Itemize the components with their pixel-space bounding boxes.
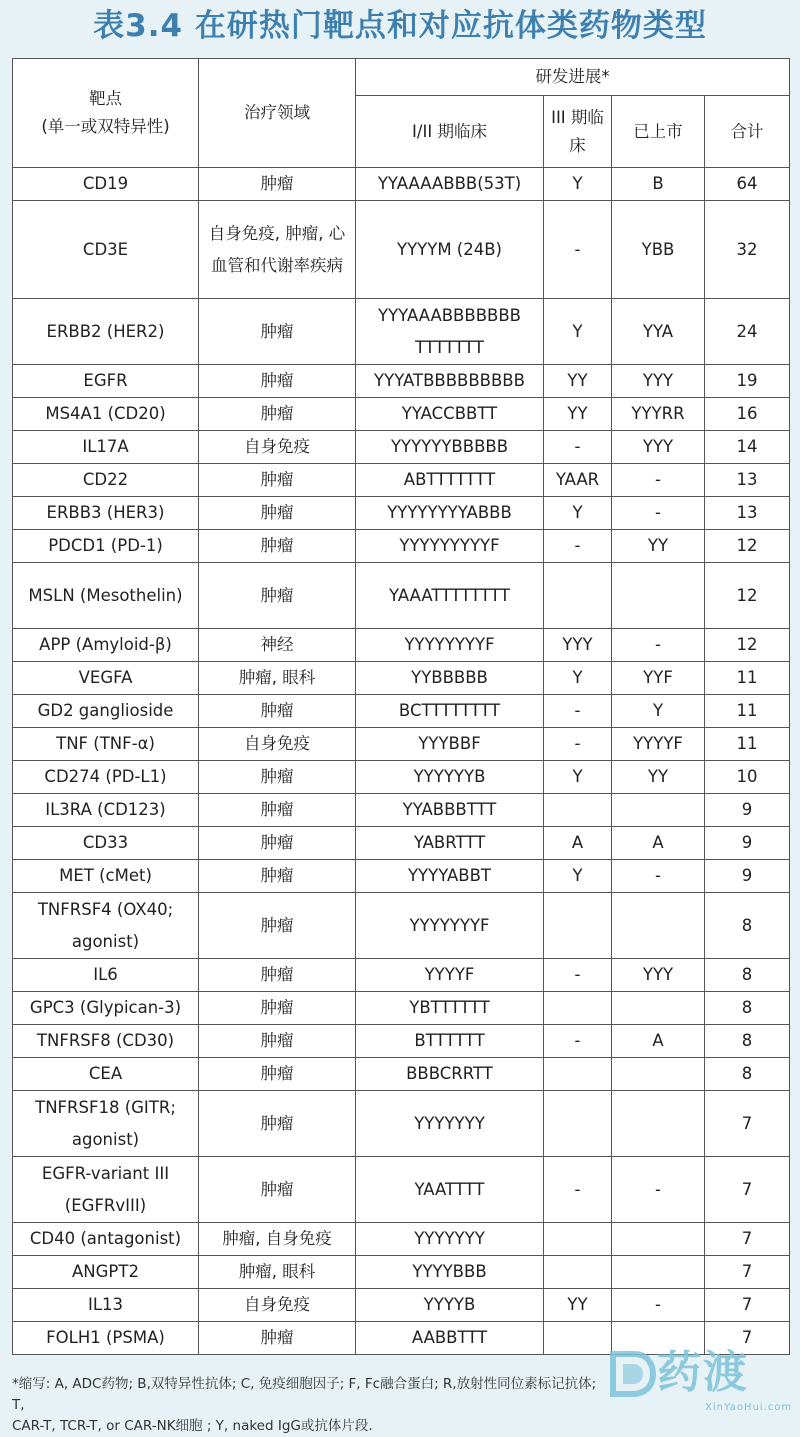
cell-target: EGFR-variant III (EGFRvIII)	[13, 1157, 199, 1223]
cell-phase3	[544, 563, 612, 629]
table-row	[13, 1223, 790, 1256]
cell-area: 肿瘤	[199, 827, 356, 860]
cell-area: 自身免疫	[199, 1289, 356, 1322]
cell-marketed: -	[612, 860, 705, 893]
cell-phase12: YYYYABBT	[356, 860, 544, 893]
cell-phase3	[544, 893, 612, 959]
cell-total: 8	[705, 1025, 790, 1058]
cell-target: TNFRSF18 (GITR; agonist)	[13, 1091, 199, 1157]
cell-target: FOLH1 (PSMA)	[13, 1322, 199, 1355]
cell-phase12: YYYBBF	[356, 728, 544, 761]
cell-total: 7	[705, 1091, 790, 1157]
cell-area: 肿瘤	[199, 1157, 356, 1223]
cell-target: CEA	[13, 1058, 199, 1091]
cell-area: 肿瘤	[199, 860, 356, 893]
cell-phase3: -	[544, 1157, 612, 1223]
cell-phase12: YYYYM (24B)	[356, 201, 544, 299]
cell-marketed	[612, 794, 705, 827]
cell-phase12: YYBBBBB	[356, 662, 544, 695]
cell-area: 肿瘤, 眼科	[199, 662, 356, 695]
targets-table	[12, 58, 790, 1355]
cell-target: CD33	[13, 827, 199, 860]
table-row	[13, 1256, 790, 1289]
table-row	[13, 761, 790, 794]
cell-area: 肿瘤	[199, 959, 356, 992]
cell-target: MET (cMet)	[13, 860, 199, 893]
cell-phase3: Y	[544, 497, 612, 530]
cell-target: TNFRSF8 (CD30)	[13, 1025, 199, 1058]
cell-target: GD2 ganglioside	[13, 695, 199, 728]
cell-phase3: -	[544, 530, 612, 563]
cell-phase12: YYYAAABBBBBBB TTTTTTT	[356, 299, 544, 365]
cell-marketed: -	[612, 464, 705, 497]
cell-total: 13	[705, 497, 790, 530]
cell-phase12: YYABBBTTT	[356, 794, 544, 827]
cell-phase3: -	[544, 695, 612, 728]
table-row	[13, 959, 790, 992]
cell-phase12: YYYYYYBBBBB	[356, 431, 544, 464]
cell-phase12: YYYYYYY	[356, 1091, 544, 1157]
header-target-line2: (单一或双特异性)	[41, 117, 170, 136]
cell-target: CD274 (PD-L1)	[13, 761, 199, 794]
cell-phase12: YYYATBBBBBBBBB	[356, 365, 544, 398]
cell-marketed	[612, 1058, 705, 1091]
cell-phase12: BCTTTTTTTT	[356, 695, 544, 728]
footnote-line2: CAR-T, TCR-T, or CAR-NK细胞 ; Y, naked IgG或抗体片段.	[12, 1418, 373, 1434]
cell-phase3	[544, 1223, 612, 1256]
logo-subtext: XinYaoHui.com	[705, 1402, 793, 1413]
cell-area: 肿瘤, 自身免疫	[199, 1223, 356, 1256]
cell-phase3	[544, 1058, 612, 1091]
table-row	[13, 893, 790, 959]
cell-target: TNFRSF4 (OX40; agonist)	[13, 893, 199, 959]
cell-phase3: YY	[544, 365, 612, 398]
cell-phase12: YYYYF	[356, 959, 544, 992]
cell-phase3	[544, 794, 612, 827]
cell-phase12: YYYYYYB	[356, 761, 544, 794]
table-row	[13, 398, 790, 431]
cell-total: 7	[705, 1223, 790, 1256]
table-body	[13, 168, 790, 1355]
table-row	[13, 695, 790, 728]
cell-area: 肿瘤	[199, 398, 356, 431]
table-row	[13, 563, 790, 629]
cell-area: 肿瘤	[199, 563, 356, 629]
cell-total: 10	[705, 761, 790, 794]
cell-total: 9	[705, 827, 790, 860]
cell-phase3: YAAR	[544, 464, 612, 497]
table-row	[13, 299, 790, 365]
table-row	[13, 629, 790, 662]
cell-total: 11	[705, 662, 790, 695]
logo-text: 药渡	[657, 1347, 749, 1398]
cell-target: MSLN (Mesothelin)	[13, 563, 199, 629]
cell-phase3	[544, 1091, 612, 1157]
cell-phase12: YYYYB	[356, 1289, 544, 1322]
cell-area: 肿瘤	[199, 299, 356, 365]
cell-phase3: Y	[544, 860, 612, 893]
cell-marketed: YYY	[612, 431, 705, 464]
header-progress: 研发进展*	[356, 59, 790, 96]
cell-marketed: YYYRR	[612, 398, 705, 431]
table-row	[13, 992, 790, 1025]
cell-target: ANGPT2	[13, 1256, 199, 1289]
cell-total: 8	[705, 893, 790, 959]
cell-area: 肿瘤	[199, 1322, 356, 1355]
cell-phase12: YYYYYYY	[356, 1223, 544, 1256]
cell-marketed: -	[612, 1289, 705, 1322]
header-phase12: I/II 期临床	[356, 96, 544, 168]
cell-phase12: YYYYYYYYABBB	[356, 497, 544, 530]
cell-area: 自身免疫, 肿瘤, 心血管和代谢率疾病	[199, 201, 356, 299]
cell-area: 肿瘤	[199, 530, 356, 563]
cell-target: ERBB2 (HER2)	[13, 299, 199, 365]
cell-phase12: YYYYYYYYF	[356, 629, 544, 662]
table-row	[13, 201, 790, 299]
cell-marketed: YYF	[612, 662, 705, 695]
cell-area: 肿瘤, 眼科	[199, 1256, 356, 1289]
cell-marketed: -	[612, 1157, 705, 1223]
header-total: 合计	[705, 96, 790, 168]
cell-area: 肿瘤	[199, 794, 356, 827]
cell-marketed: YBB	[612, 201, 705, 299]
cell-total: 14	[705, 431, 790, 464]
cell-total: 24	[705, 299, 790, 365]
table-row	[13, 1091, 790, 1157]
cell-phase12: YBTTTTTT	[356, 992, 544, 1025]
cell-target: IL3RA (CD123)	[13, 794, 199, 827]
cell-target: EGFR	[13, 365, 199, 398]
cell-total: 7	[705, 1256, 790, 1289]
cell-area: 肿瘤	[199, 1025, 356, 1058]
header-phase3: III 期临床	[544, 96, 612, 168]
cell-marketed: YY	[612, 530, 705, 563]
cell-total: 16	[705, 398, 790, 431]
cell-total: 64	[705, 168, 790, 201]
cell-phase12: YYYYBBB	[356, 1256, 544, 1289]
cell-marketed: A	[612, 827, 705, 860]
table-row	[13, 794, 790, 827]
cell-phase3: YY	[544, 1289, 612, 1322]
cell-phase12: YYYYYYYYYF	[356, 530, 544, 563]
header-target-line1: 靶点	[89, 89, 122, 108]
cell-total: 13	[705, 464, 790, 497]
table-row	[13, 1025, 790, 1058]
cell-marketed: YYA	[612, 299, 705, 365]
cell-total: 8	[705, 959, 790, 992]
cell-total: 12	[705, 629, 790, 662]
cell-phase3: -	[544, 201, 612, 299]
footnote-line1: *缩写: A, ADC药物; B,双特异性抗体; C, 免疫细胞因子; F, Fc融合蛋白; R,放射性同位素标记抗体; T,	[12, 1376, 597, 1413]
cell-target: TNF (TNF-α)	[13, 728, 199, 761]
cell-marketed: YY	[612, 761, 705, 794]
cell-total: 9	[705, 794, 790, 827]
table-row	[13, 1058, 790, 1091]
cell-target: VEGFA	[13, 662, 199, 695]
cell-phase3: Y	[544, 662, 612, 695]
cell-target: IL13	[13, 1289, 199, 1322]
cell-phase12: YYYYYYYF	[356, 893, 544, 959]
table-row	[13, 464, 790, 497]
cell-total: 9	[705, 860, 790, 893]
cell-phase3: Y	[544, 761, 612, 794]
cell-target: ERBB3 (HER3)	[13, 497, 199, 530]
table-row	[13, 662, 790, 695]
cell-area: 肿瘤	[199, 365, 356, 398]
cell-total: 19	[705, 365, 790, 398]
cell-area: 肿瘤	[199, 1058, 356, 1091]
cell-phase12: ABTTTTTTT	[356, 464, 544, 497]
cell-target: MS4A1 (CD20)	[13, 398, 199, 431]
cell-phase3: -	[544, 959, 612, 992]
footnote	[12, 1374, 612, 1437]
cell-total: 11	[705, 728, 790, 761]
cell-marketed: Y	[612, 695, 705, 728]
table-row	[13, 168, 790, 201]
cell-total: 12	[705, 563, 790, 629]
cell-marketed	[612, 1223, 705, 1256]
cell-phase3	[544, 1322, 612, 1355]
cell-target: GPC3 (Glypican-3)	[13, 992, 199, 1025]
cell-marketed	[612, 893, 705, 959]
cell-target: APP (Amyloid-β)	[13, 629, 199, 662]
cell-area: 神经	[199, 629, 356, 662]
cell-marketed: YYY	[612, 365, 705, 398]
cell-target: PDCD1 (PD-1)	[13, 530, 199, 563]
cell-phase3: Y	[544, 168, 612, 201]
cell-marketed: B	[612, 168, 705, 201]
cell-target: CD22	[13, 464, 199, 497]
cell-area: 肿瘤	[199, 1091, 356, 1157]
cell-phase3: -	[544, 431, 612, 464]
table-row	[13, 1157, 790, 1223]
cell-area: 自身免疫	[199, 431, 356, 464]
header-area: 治疗领域	[199, 59, 356, 168]
cell-marketed: -	[612, 629, 705, 662]
cell-total: 7	[705, 1289, 790, 1322]
cell-marketed: A	[612, 1025, 705, 1058]
cell-phase3: -	[544, 728, 612, 761]
cell-phase12: YABRTTT	[356, 827, 544, 860]
logo	[605, 1344, 795, 1430]
cell-area: 肿瘤	[199, 695, 356, 728]
cell-phase12: YAATTTT	[356, 1157, 544, 1223]
table-row	[13, 497, 790, 530]
cell-marketed: YYYYF	[612, 728, 705, 761]
cell-phase12: YYAAAABBB(53T)	[356, 168, 544, 201]
cell-phase12: BTTTTTT	[356, 1025, 544, 1058]
cell-area: 肿瘤	[199, 464, 356, 497]
cell-area: 肿瘤	[199, 761, 356, 794]
cell-total: 32	[705, 201, 790, 299]
cell-phase3: -	[544, 1025, 612, 1058]
page-title: 表3.4 在研热门靶点和对应抗体类药物类型	[93, 8, 707, 44]
cell-marketed	[612, 1091, 705, 1157]
cell-target: IL17A	[13, 431, 199, 464]
cell-total: 12	[705, 530, 790, 563]
cell-phase3: YY	[544, 398, 612, 431]
cell-area: 肿瘤	[199, 168, 356, 201]
cell-marketed: YYY	[612, 959, 705, 992]
logo-mark-icon	[605, 1348, 657, 1400]
cell-area: 肿瘤	[199, 893, 356, 959]
cell-phase3: Y	[544, 299, 612, 365]
cell-target: IL6	[13, 959, 199, 992]
table-row	[13, 530, 790, 563]
header-target	[13, 59, 199, 168]
cell-total: 7	[705, 1322, 790, 1355]
cell-total: 7	[705, 1157, 790, 1223]
cell-marketed	[612, 1256, 705, 1289]
cell-phase12: YAAATTTTTTTT	[356, 563, 544, 629]
table-row	[13, 365, 790, 398]
cell-marketed	[612, 992, 705, 1025]
cell-marketed: -	[612, 497, 705, 530]
cell-total: 11	[705, 695, 790, 728]
cell-target: CD19	[13, 168, 199, 201]
cell-phase3: YYY	[544, 629, 612, 662]
cell-phase12: AABBTTT	[356, 1322, 544, 1355]
cell-area: 自身免疫	[199, 728, 356, 761]
cell-marketed	[612, 563, 705, 629]
table-row	[13, 827, 790, 860]
cell-phase3	[544, 992, 612, 1025]
cell-phase3	[544, 1256, 612, 1289]
cell-total: 8	[705, 992, 790, 1025]
table-row	[13, 1289, 790, 1322]
header-marketed: 已上市	[612, 96, 705, 168]
cell-target: CD40 (antagonist)	[13, 1223, 199, 1256]
cell-phase12: BBBCRRTT	[356, 1058, 544, 1091]
table-row	[13, 728, 790, 761]
table-row	[13, 431, 790, 464]
cell-target: CD3E	[13, 201, 199, 299]
cell-area: 肿瘤	[199, 992, 356, 1025]
cell-total: 8	[705, 1058, 790, 1091]
cell-area: 肿瘤	[199, 497, 356, 530]
cell-phase3: A	[544, 827, 612, 860]
cell-phase12: YYACCBBTT	[356, 398, 544, 431]
table-row	[13, 860, 790, 893]
